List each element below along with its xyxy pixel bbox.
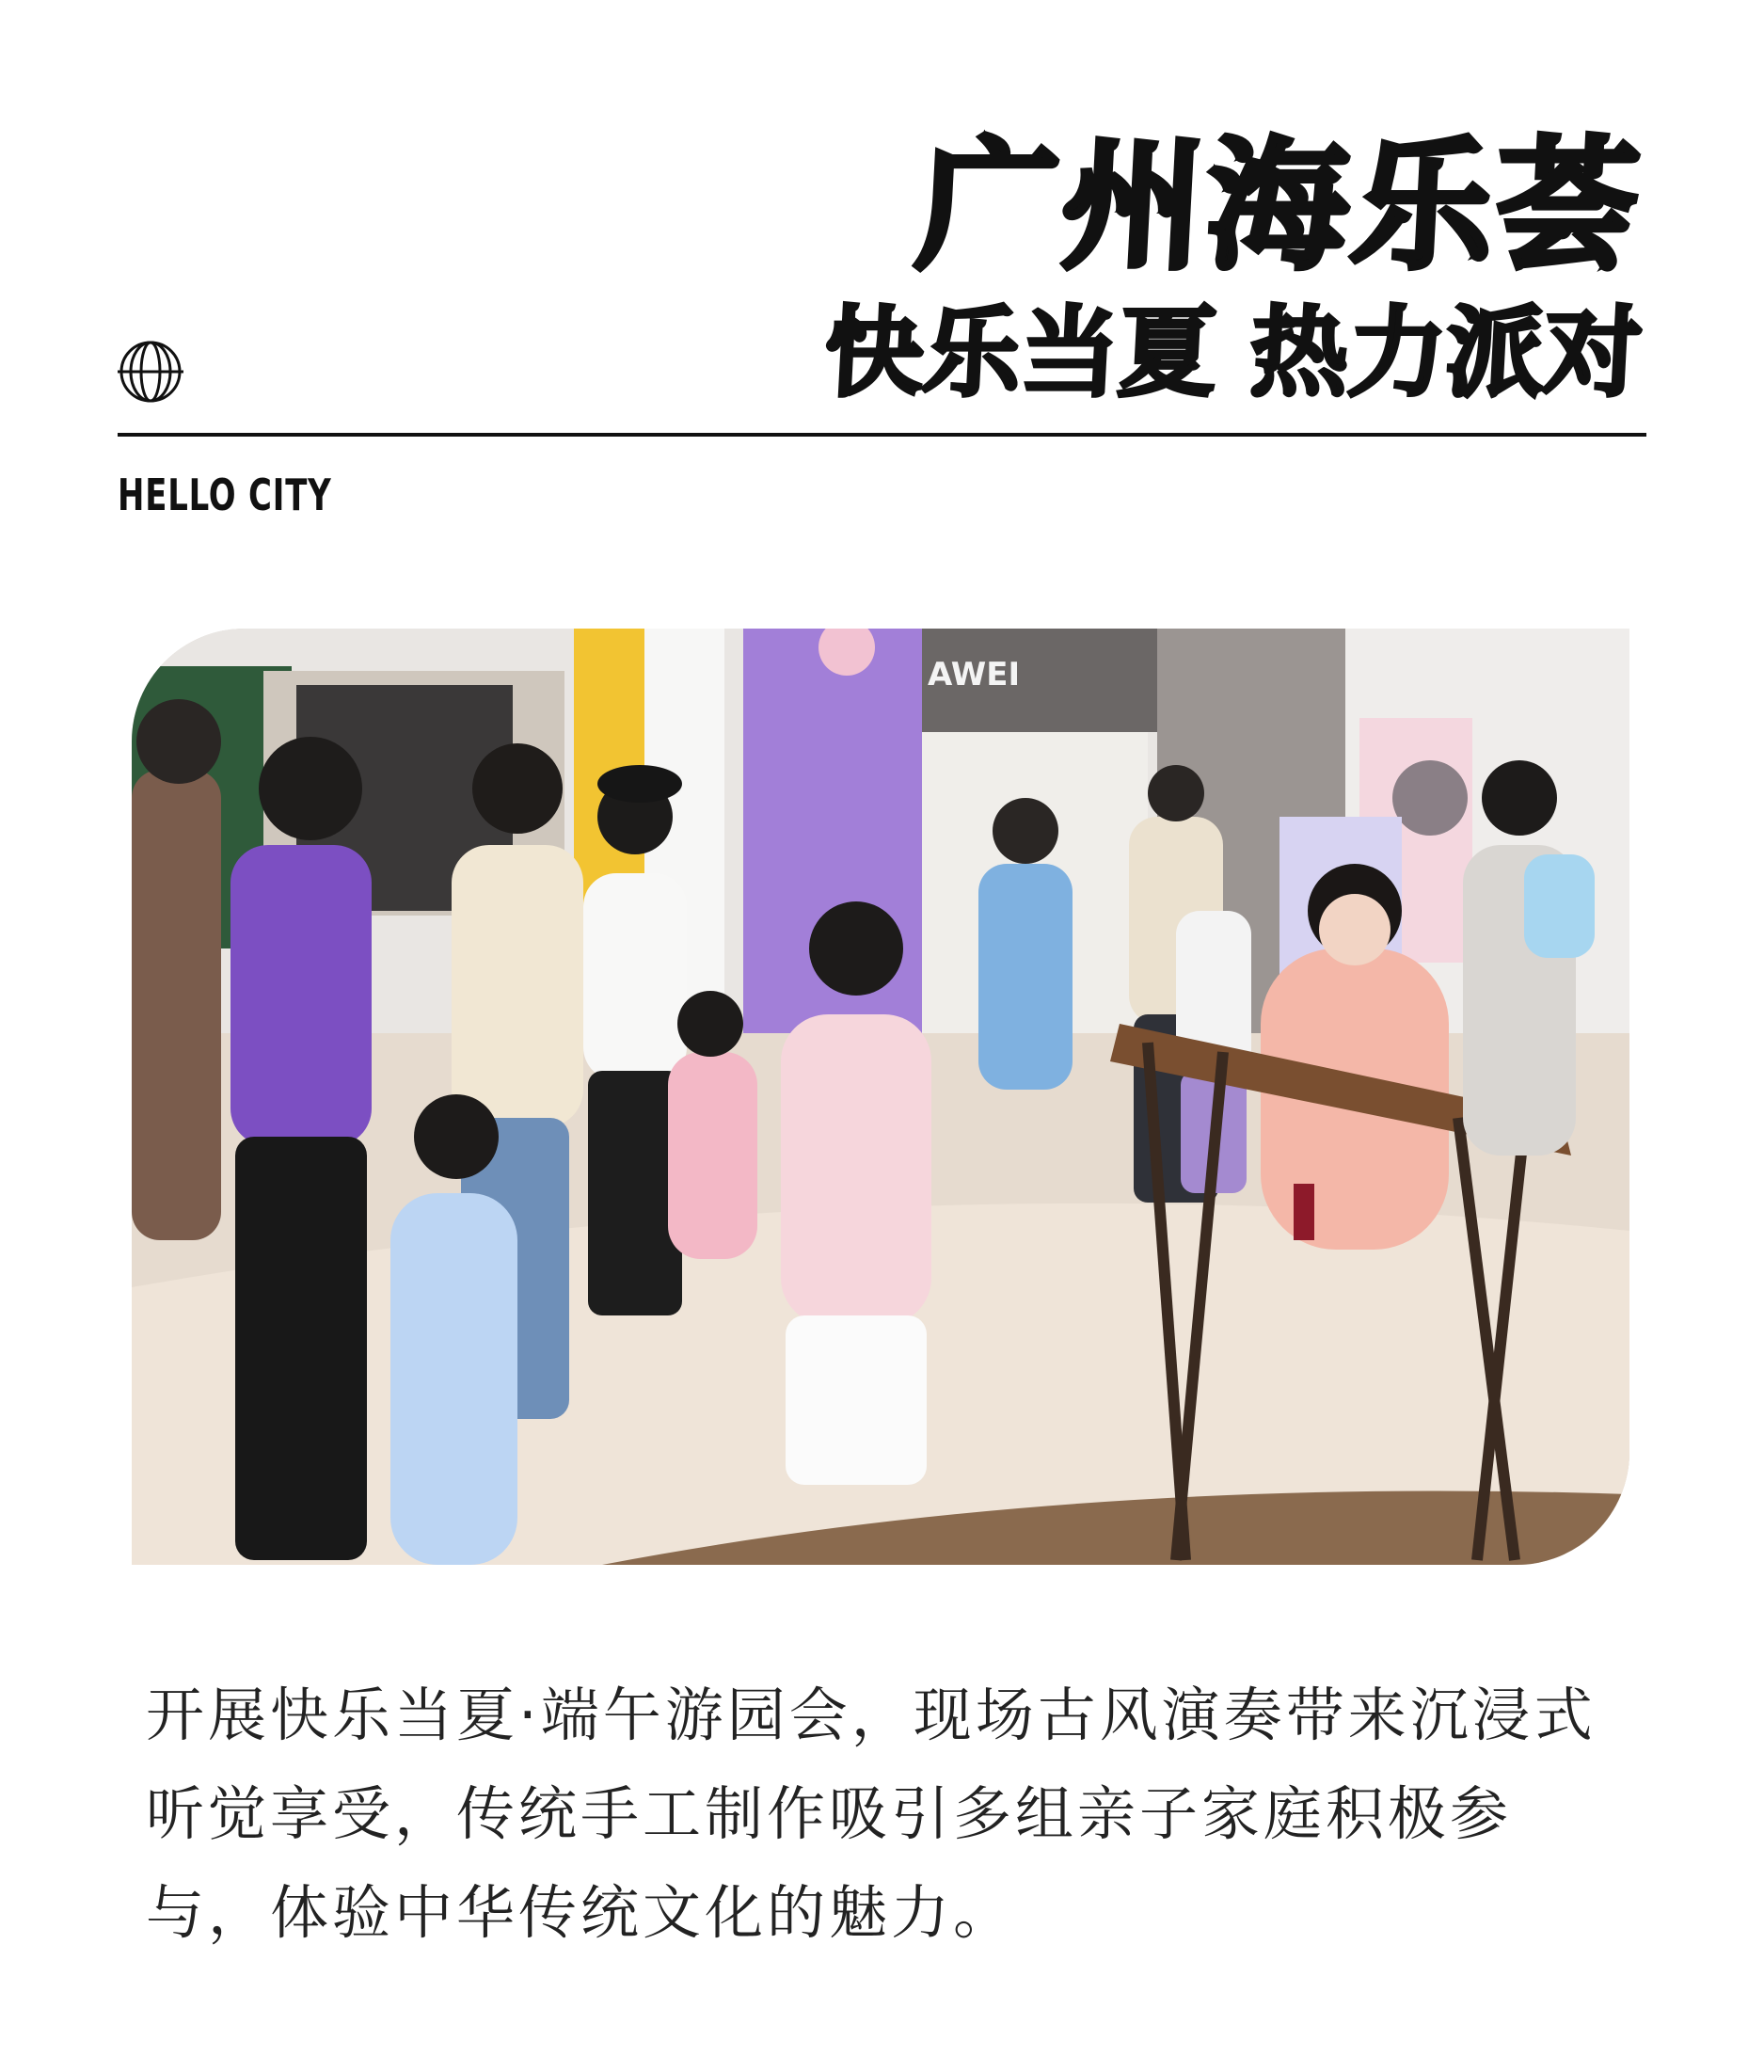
globe-lines-icon bbox=[118, 339, 183, 405]
body-text: 开展快乐当夏·端午游园会，现场古风演奏带来沉浸式听觉享受，传统手工制作吸引多组亲子家庭积极参与，体验中华传统文化的魅力。 bbox=[146, 1681, 1597, 1947]
page-title: 广州海乐荟 bbox=[913, 125, 1646, 289]
store-sign: AWEI bbox=[928, 656, 1021, 693]
header-divider bbox=[118, 433, 1646, 437]
brand-tag: HELLO CITY bbox=[118, 470, 332, 520]
page-subtitle: 快乐当夏 热力派对 bbox=[821, 295, 1645, 410]
event-photo bbox=[132, 629, 1629, 1565]
